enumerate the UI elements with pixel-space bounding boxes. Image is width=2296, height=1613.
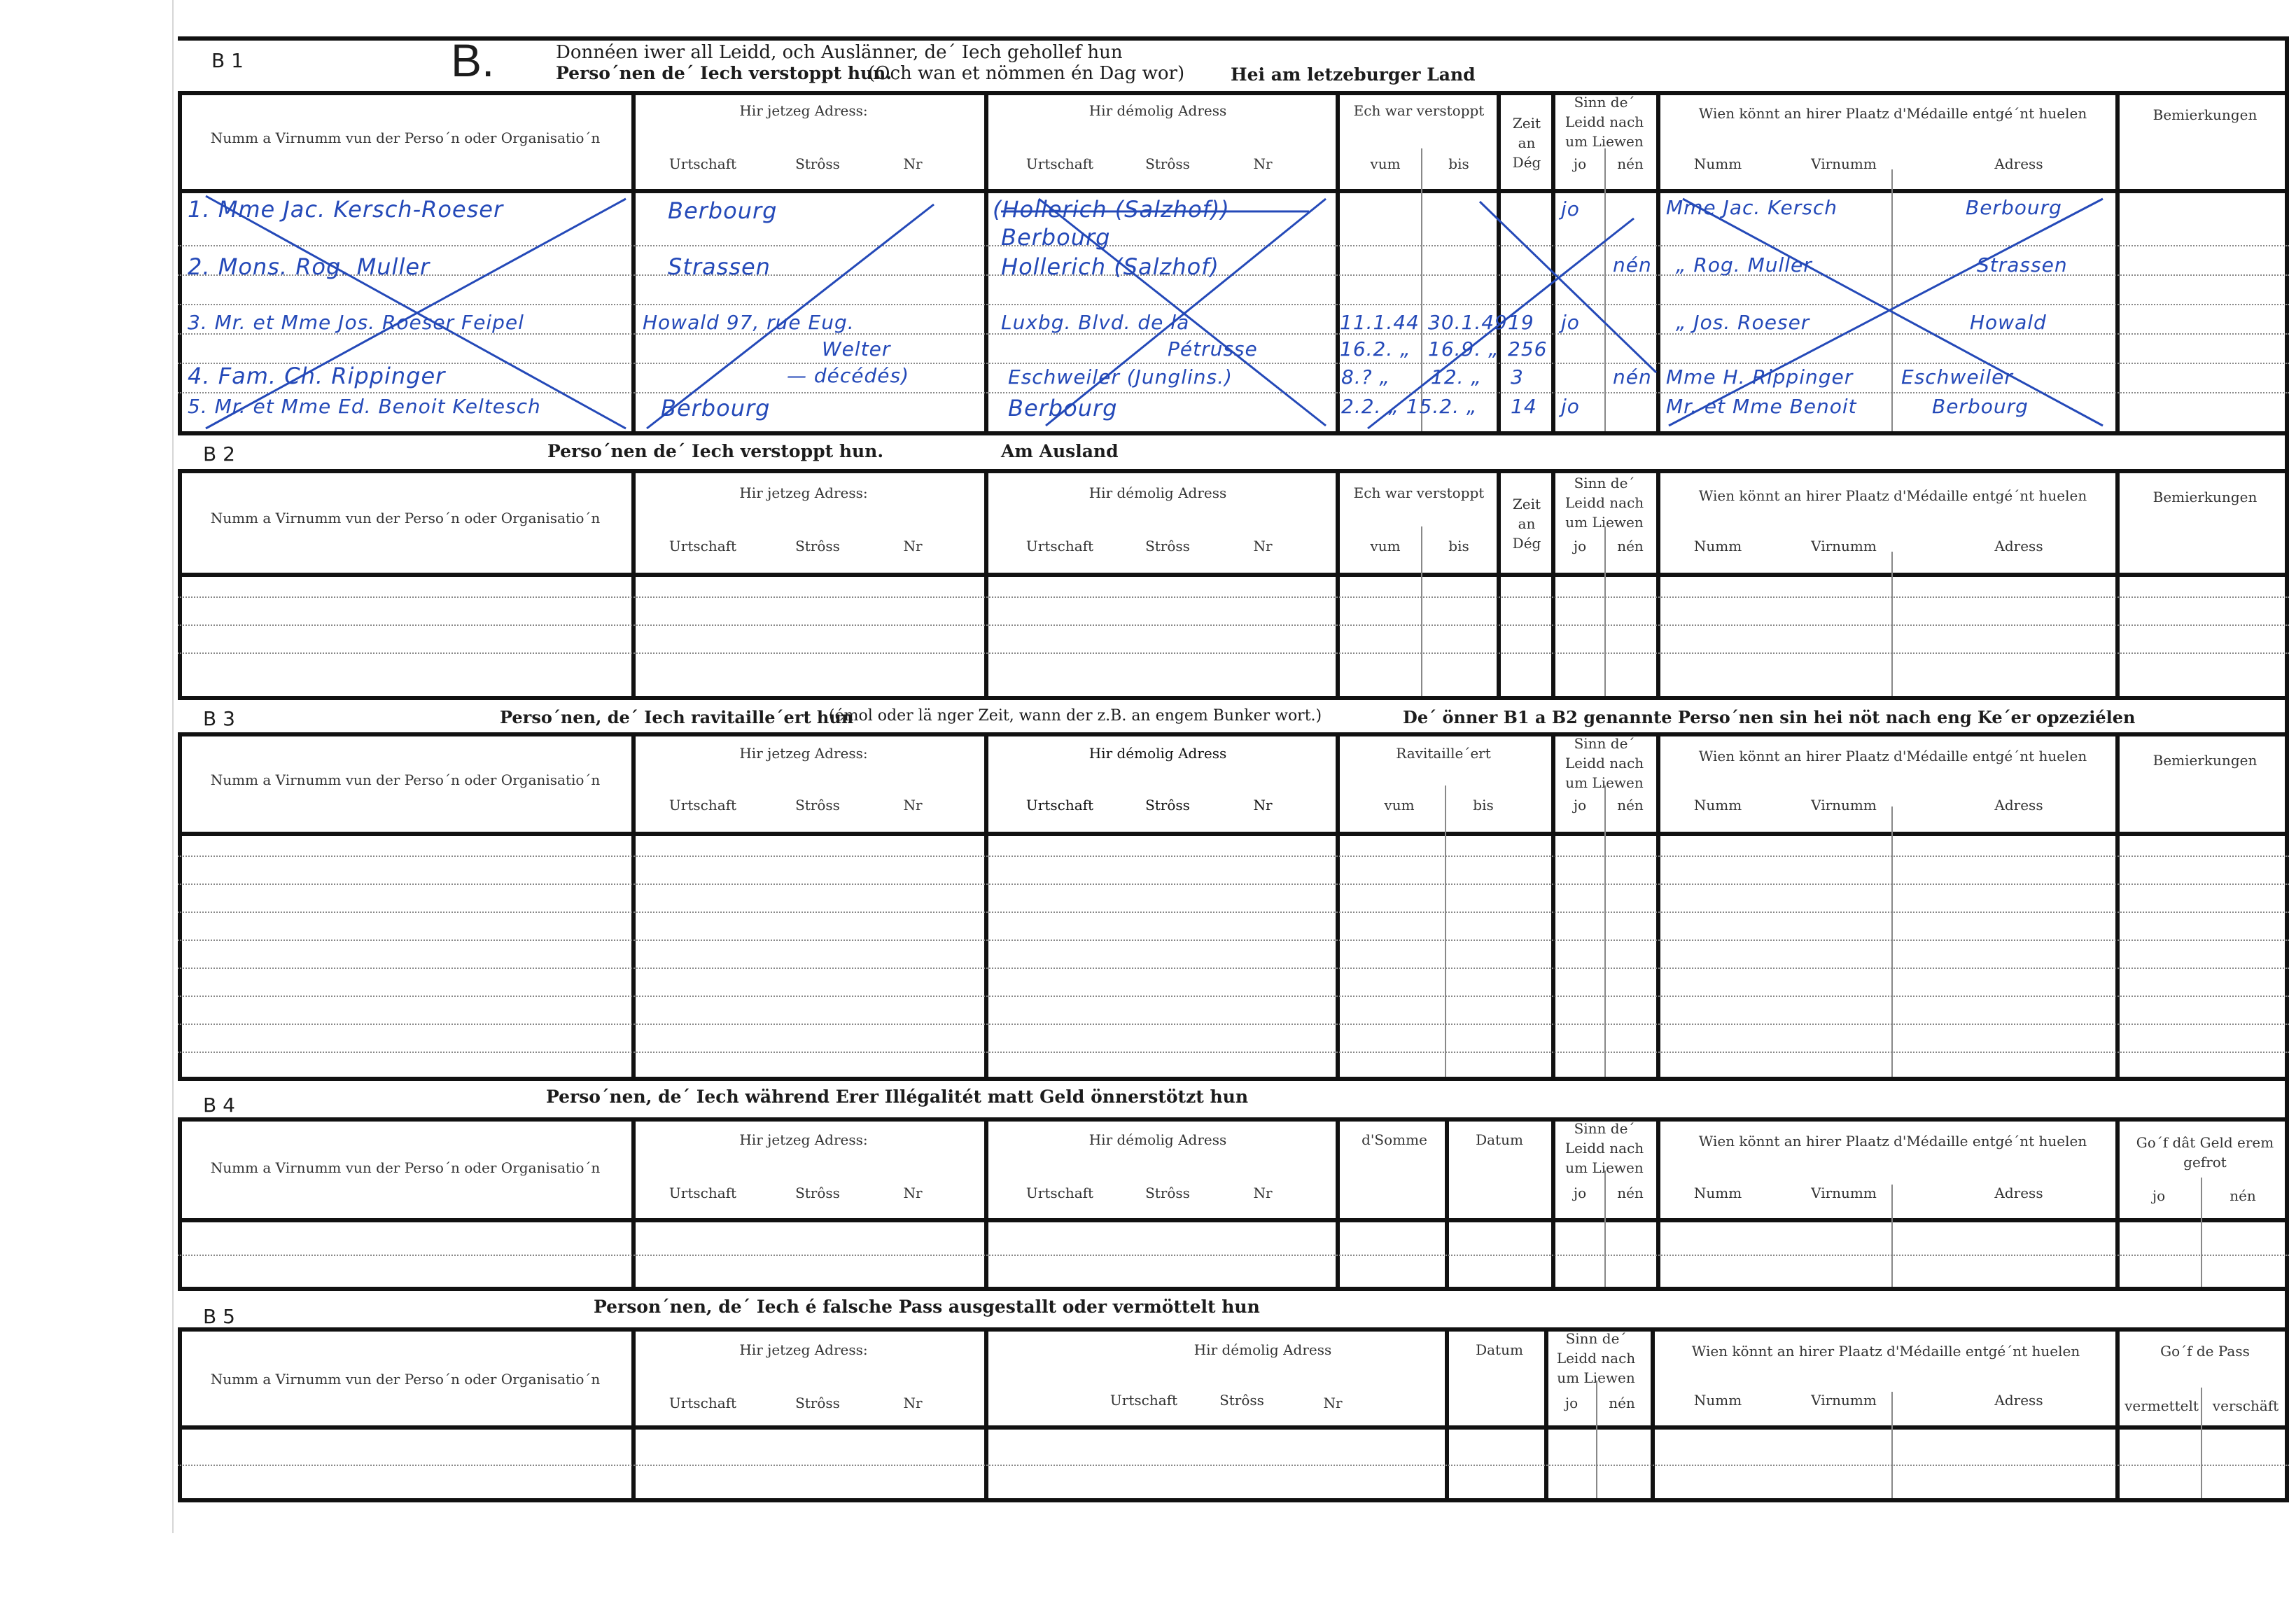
b3-vline xyxy=(178,732,182,1077)
b5-col-heir: Wien könnt an hirer Plaatz d'Médaille entgé´nt huelen xyxy=(1691,1343,2080,1360)
b2-col-now-town: Urtschaft xyxy=(668,538,737,554)
b5-dotted xyxy=(178,1465,2289,1466)
b2-vline xyxy=(178,469,182,696)
b5-vline xyxy=(178,1327,182,1498)
b1-row6-dates: 2.2. „ 15.2. „ xyxy=(1341,395,1478,418)
b1-row4-to: 16.9. „ xyxy=(1428,337,1499,361)
b3-col-to: bis xyxy=(1473,797,1494,814)
b2-dotted xyxy=(178,596,2289,598)
b1-row3-yes: jo xyxy=(1561,311,1580,334)
b3-header-bottom xyxy=(178,832,2289,836)
section-tag-b2: B 2 xyxy=(203,442,235,466)
b1-row2-no: nén xyxy=(1613,253,1652,277)
b2-col-then-street: Strôss xyxy=(1145,538,1190,554)
b2-col-heir-address: Adress xyxy=(1994,538,2043,554)
b1-row4-days: 256 xyxy=(1508,337,1548,361)
b3-dotted xyxy=(178,940,2289,941)
col-heir-first: Virnumm xyxy=(1811,155,1877,172)
b1-row6-days: 14 xyxy=(1511,395,1537,418)
b5-col-heir-first: Virnumm xyxy=(1811,1392,1877,1409)
b5-col-now-address: Hir jetzeg Adress: xyxy=(739,1341,868,1358)
b4-col-refund-yes: jo xyxy=(2152,1187,2166,1204)
b2-col-days: Zeit an Dég xyxy=(1512,496,1541,552)
b1-row5-now: Berbourg xyxy=(661,395,771,421)
b4-vline xyxy=(1656,1117,1660,1287)
b2-header-top xyxy=(178,469,2289,473)
b2-col-remarks: Bemierkungen xyxy=(2152,489,2258,505)
section-tag-b5: B 5 xyxy=(203,1305,235,1328)
b3-dotted xyxy=(178,856,2289,857)
b3-vthin xyxy=(1891,806,1893,1077)
b4-vline xyxy=(1445,1117,1449,1287)
b5-col-arranged: vermettelt xyxy=(2124,1397,2199,1414)
b3-vline xyxy=(984,732,988,1077)
col-now-town: Urtschaft xyxy=(668,155,737,172)
b1-row5-days: 3 xyxy=(1511,365,1524,389)
b2-dotted xyxy=(178,652,2289,654)
b2-vthin xyxy=(1604,526,1606,696)
b1-row3-heir-address: Howald xyxy=(1970,311,2047,334)
b5-header-top xyxy=(178,1327,2289,1332)
b5-vline xyxy=(2115,1327,2120,1498)
b3-col-name: Numm a Virnumm vun der Perso´n oder Organisatio´n xyxy=(210,771,601,788)
b2-col-heir: Wien könnt an hirer Plaatz d'Médaille entgé´nt huelen xyxy=(1698,487,2087,504)
b1-row3-days: 19 xyxy=(1508,311,1534,334)
b3-col-supplied: Ravitaille´ert xyxy=(1396,745,1491,762)
b5-vline xyxy=(1544,1327,1548,1498)
b1-row1-heir-address: Berbourg xyxy=(1966,196,2062,219)
b1-row4-now-extra: — décédés) xyxy=(787,364,910,387)
b4-col-then-nr: Nr xyxy=(1253,1185,1273,1201)
b5-col-date: Datum xyxy=(1476,1341,1523,1358)
b2-col-heir-name: Numm xyxy=(1693,538,1742,554)
b1-title-note: (Och wan et nömmen én Dag wor) xyxy=(868,63,1185,84)
col-from: vum xyxy=(1370,155,1401,172)
b2-header-bottom xyxy=(178,573,2289,577)
b5-col-alive: Sinn de´ Leidd nach um Liewen xyxy=(1556,1330,1636,1386)
b2-col-now-street: Strôss xyxy=(795,538,840,554)
b3-title: Perso´nen, de´ Iech ravitaille´ert hun xyxy=(500,707,854,727)
b5-col-then-street: Strôss xyxy=(1219,1392,1264,1409)
b1-row4-name: 4. Fam. Ch. Rippinger xyxy=(188,363,446,389)
b3-vline xyxy=(1336,732,1340,1077)
b4-vline xyxy=(2115,1117,2120,1287)
b2-vthin xyxy=(1891,552,1893,696)
b3-col-now-street: Strôss xyxy=(795,797,840,814)
b2-col-from: vum xyxy=(1370,538,1401,554)
b1-cross-stroke xyxy=(1368,218,1634,428)
b2-col-yes: jo xyxy=(1573,538,1587,554)
b1-row2-then: Berbourg xyxy=(1001,224,1111,251)
b2-vline xyxy=(984,469,988,696)
b2-vline xyxy=(1336,469,1340,696)
col-now-address: Hir jetzeg Adress: xyxy=(739,102,868,119)
b1-row3-heir: „ Jos. Roeser xyxy=(1676,311,1810,334)
b1-row5-to: 12. „ xyxy=(1431,365,1482,389)
b4-col-sum: d'Somme xyxy=(1362,1131,1427,1148)
b1-row1-now: Berbourg xyxy=(668,197,778,224)
col-then-town: Urtschaft xyxy=(1026,155,1094,172)
b5-vline xyxy=(631,1327,636,1498)
b1-row4-now: Welter xyxy=(822,337,891,361)
b4-vline xyxy=(631,1117,636,1287)
b3-col-no: nén xyxy=(1617,797,1644,814)
b5-col-no: nén xyxy=(1609,1395,1635,1411)
b1-row3-name: 3. Mr. et Mme Jos. Roeser Feipel xyxy=(188,311,524,334)
b5-col-now-nr: Nr xyxy=(903,1395,923,1411)
b3-dotted xyxy=(178,912,2289,913)
b4-vline xyxy=(178,1117,182,1287)
b1-row4-then: Eschweiler (Junglins.) xyxy=(1008,365,1233,389)
b2-title-location: Am Ausland xyxy=(1001,441,1119,461)
b3-col-heir-name: Numm xyxy=(1693,797,1742,814)
b4-header-top xyxy=(178,1117,2289,1122)
b2-vline xyxy=(2115,469,2120,696)
b4-col-now-town: Urtschaft xyxy=(668,1185,737,1201)
b1-row4-from: 16.2. „ xyxy=(1340,337,1411,361)
col-now-street: Strôss xyxy=(795,155,840,172)
b4-vline xyxy=(1336,1117,1340,1287)
b4-col-then-town: Urtschaft xyxy=(1026,1185,1094,1201)
b5-col-now-street: Strôss xyxy=(795,1395,840,1411)
b3-vthin xyxy=(1604,785,1606,1077)
b3-title-note: (émol oder lä nger Zeit, wann der z.B. an engem Bunker wort.) xyxy=(829,707,1322,725)
b4-vline xyxy=(984,1117,988,1287)
b4-col-name: Numm a Virnumm vun der Perso´n oder Organisatio´n xyxy=(210,1159,601,1176)
b1-row5-heir: Mr. et Mme Benoit xyxy=(1666,395,1857,418)
b4-col-then-street: Strôss xyxy=(1145,1185,1190,1201)
b1-title-line1: Donnéen iwer all Leidd, och Auslänner, de´ Iech gehollef hun xyxy=(556,42,1123,63)
b2-col-to: bis xyxy=(1448,538,1469,554)
b4-col-now-nr: Nr xyxy=(903,1185,923,1201)
b1-row5-heir-address: Berbourg xyxy=(1932,395,2029,418)
b5-col-name: Numm a Virnumm vun der Perso´n oder Organisatio´n xyxy=(210,1371,601,1388)
section-tag-b1: B 1 xyxy=(211,49,244,72)
b1-row3-then2: Pétrusse xyxy=(1168,337,1258,361)
b3-vline xyxy=(1551,732,1555,1077)
b4-col-now-street: Strôss xyxy=(795,1185,840,1201)
b1-row3-from: 11.1.44 xyxy=(1340,311,1420,334)
b5-col-then-nr: Nr xyxy=(1323,1395,1343,1411)
b5-col-then-address: Hir démolig Adress xyxy=(1194,1341,1332,1358)
form-sheet xyxy=(178,36,2289,1507)
col-no: nén xyxy=(1617,155,1644,172)
b3-bottom xyxy=(178,1077,2289,1081)
b3-dotted xyxy=(178,1024,2289,1025)
b3-header-top xyxy=(178,732,2289,736)
b4-vthin xyxy=(2201,1178,2202,1287)
b2-col-now-nr: Nr xyxy=(903,538,923,554)
b3-col-now-nr: Nr xyxy=(903,797,923,814)
b1-row4-no: nén xyxy=(1613,365,1652,389)
b3-col-then-street: Strôss xyxy=(1145,797,1190,814)
b1-cross-stroke xyxy=(647,204,934,428)
col-remarks: Bemierkungen xyxy=(2152,106,2258,123)
b4-col-now-address: Hir jetzeg Adress: xyxy=(739,1131,868,1148)
b3-col-heir-address: Adress xyxy=(1994,797,2043,814)
b5-col-pass: Go´f de Pass xyxy=(2160,1343,2250,1360)
b4-vline xyxy=(1551,1117,1555,1287)
b1-row1-then: (Hollerich (Salzhof)) xyxy=(993,196,1230,223)
b3-col-now-town: Urtschaft xyxy=(668,797,737,814)
b3-col-then-town: Urtschaft xyxy=(1026,797,1094,814)
section-tag-b3: B 3 xyxy=(203,707,235,730)
b3-dotted xyxy=(178,968,2289,969)
b4-col-heir-address: Adress xyxy=(1994,1185,2043,1201)
b5-vthin xyxy=(2201,1388,2202,1498)
b1-row2-heir: „ Rog. Muller xyxy=(1676,253,1812,277)
b3-col-heir: Wien könnt an hirer Plaatz d'Médaille entgé´nt huelen xyxy=(1698,748,2087,764)
fold-line xyxy=(172,0,174,1533)
b3-title-remark: De´ önner B1 a B2 genannte Perso´nen sin hei nöt nach eng Ke´er opzeziélen xyxy=(1403,707,2136,727)
b4-col-heir-first: Virnumm xyxy=(1811,1185,1877,1201)
b2-vline xyxy=(1497,469,1501,696)
col-alive: Sinn de´ Leidd nach um Liewen xyxy=(1564,94,1644,150)
b1-row5-then: Berbourg xyxy=(1008,395,1118,421)
b2-col-then-nr: Nr xyxy=(1253,538,1273,554)
b2-vline xyxy=(1656,469,1660,696)
col-days: Zeit an Dég xyxy=(1512,115,1541,171)
b1-row5-from: 8.? „ xyxy=(1341,365,1390,389)
b1-row2-heir-address: Strassen xyxy=(1977,253,2068,277)
b4-dotted xyxy=(178,1255,2289,1256)
b2-col-then-address: Hir démolig Adress xyxy=(1088,484,1227,501)
b2-vthin xyxy=(1421,526,1422,696)
b3-vline xyxy=(631,732,636,1077)
b3-vline xyxy=(1656,732,1660,1077)
b3-col-yes: jo xyxy=(1573,797,1587,814)
b4-col-heir-name: Numm xyxy=(1693,1185,1742,1201)
col-now-nr: Nr xyxy=(903,155,923,172)
col-then-address: Hir démolig Adress xyxy=(1088,102,1227,119)
b3-col-from: vum xyxy=(1384,797,1415,814)
b5-col-heir-address: Adress xyxy=(1994,1392,2043,1409)
b3-col-remarks: Bemierkungen xyxy=(2152,752,2258,769)
b2-dotted xyxy=(178,624,2289,626)
b2-col-name: Numm a Virnumm vun der Perso´n oder Organisatio´n xyxy=(210,510,601,526)
col-yes: jo xyxy=(1573,155,1587,172)
b5-col-heir-name: Numm xyxy=(1693,1392,1742,1409)
b2-col-then-town: Urtschaft xyxy=(1026,538,1094,554)
b1-row1-heir: Mme Jac. Kersch xyxy=(1666,196,1838,219)
b5-col-provided: verschäft xyxy=(2212,1397,2279,1414)
b1-row5-yes: jo xyxy=(1561,395,1580,418)
b3-col-now-address: Hir jetzeg Adress: xyxy=(739,745,868,762)
b4-title: Perso´nen, de´ Iech während Erer Illégalitét matt Geld önnerstötzt hun xyxy=(546,1087,1249,1107)
b4-col-date: Datum xyxy=(1476,1131,1523,1148)
b3-vline xyxy=(2115,732,2120,1077)
b1-cross-stroke xyxy=(1480,202,1656,372)
section-tag-b4: B 4 xyxy=(203,1094,235,1117)
b1-row1-name: 1. Mme Jac. Kersch-Roeser xyxy=(188,196,504,223)
b2-bottom xyxy=(178,696,2289,700)
b1-row3-now: Howald 97, rue Eug. xyxy=(643,311,855,334)
b4-header-bottom xyxy=(178,1218,2289,1222)
b1-row2-name: 2. Mons. Rog. Muller xyxy=(188,253,430,280)
b1-row1-yes: jo xyxy=(1561,197,1580,221)
section-letter: B. xyxy=(451,34,495,86)
b1-row4-heir-address: Eschweiler xyxy=(1901,365,2013,389)
b3-col-then-address: Hir démolig Adress xyxy=(1088,745,1227,762)
col-hidden: Ech war verstoppt xyxy=(1353,102,1485,119)
b3-col-alive: Sinn de´ Leidd nach um Liewen xyxy=(1564,735,1644,791)
b4-col-refund-no: nén xyxy=(2230,1187,2256,1204)
b4-col-yes: jo xyxy=(1573,1185,1587,1201)
b3-col-then-nr: Nr xyxy=(1253,797,1273,814)
col-heir: Wien könnt an hirer Plaatz d'Médaille entgé´nt huelen xyxy=(1698,105,2087,122)
b1-title-location: Hei am letzeburger Land xyxy=(1231,64,1476,85)
col-then-nr: Nr xyxy=(1253,155,1273,172)
b3-dotted xyxy=(178,1052,2289,1053)
b3-dotted xyxy=(178,884,2289,885)
b2-vline xyxy=(631,469,636,696)
col-then-street: Strôss xyxy=(1145,155,1190,172)
b5-vline xyxy=(1651,1327,1655,1498)
col-heir-address: Adress xyxy=(1994,155,2043,172)
b5-vline xyxy=(1445,1327,1449,1498)
b5-vthin xyxy=(1596,1381,1597,1498)
b4-bottom xyxy=(178,1287,2289,1291)
b4-col-refunded: Go´f dât Geld erem gefrot xyxy=(2136,1134,2274,1171)
b3-dotted xyxy=(178,996,2289,997)
b2-col-no: nén xyxy=(1617,538,1644,554)
b4-col-then-address: Hir démolig Adress xyxy=(1088,1131,1227,1148)
b4-col-no: nén xyxy=(1617,1185,1644,1201)
b5-vline xyxy=(984,1327,988,1498)
b5-col-yes: jo xyxy=(1564,1395,1578,1411)
b1-row2-then2: Hollerich (Salzhof) xyxy=(1001,253,1219,280)
b2-col-heir-first: Virnumm xyxy=(1811,538,1877,554)
b2-col-now-address: Hir jetzeg Adress: xyxy=(739,484,868,501)
col-to: bis xyxy=(1448,155,1469,172)
b2-col-hidden: Ech war verstoppt xyxy=(1353,484,1485,501)
b1-row2-now: Strassen xyxy=(668,253,771,280)
b5-title: Person´nen, de´ Iech é falsche Pass ausgestallt oder vermöttelt hun xyxy=(594,1297,1260,1317)
b3-vthin xyxy=(1445,785,1446,1077)
b4-vthin xyxy=(1604,1171,1606,1287)
b2-title: Perso´nen de´ Iech verstoppt hun. xyxy=(547,441,884,461)
b4-col-alive: Sinn de´ Leidd nach um Liewen xyxy=(1564,1120,1644,1176)
b1-row4-heir: Mme H. Rippinger xyxy=(1666,365,1854,389)
b5-header-bottom xyxy=(178,1425,2289,1430)
col-name: Numm a Virnumm vun der Perso´n oder Organisatio´n xyxy=(210,130,601,146)
b1-title-line2: Perso´nen de´ Iech verstoppt hun. xyxy=(556,63,892,83)
b2-col-alive: Sinn de´ Leidd nach um Liewen xyxy=(1564,475,1644,531)
b1-row5-name: 5. Mr. et Mme Ed. Benoit Keltesch xyxy=(188,395,541,418)
col-heir-name: Numm xyxy=(1693,155,1742,172)
b1-row3-then: Luxbg. Blvd. de la xyxy=(1001,311,1190,334)
b5-col-now-town: Urtschaft xyxy=(668,1395,737,1411)
b5-col-then-town: Urtschaft xyxy=(1110,1392,1178,1409)
b4-col-heir: Wien könnt an hirer Plaatz d'Médaille entgé´nt huelen xyxy=(1698,1133,2087,1150)
b4-vthin xyxy=(1891,1185,1893,1287)
b5-vthin xyxy=(1891,1392,1893,1498)
b1-row3-to: 30.1.49 xyxy=(1428,311,1508,334)
b2-vline xyxy=(1551,469,1555,696)
bottom-border xyxy=(178,1498,2289,1502)
b3-col-heir-first: Virnumm xyxy=(1811,797,1877,814)
